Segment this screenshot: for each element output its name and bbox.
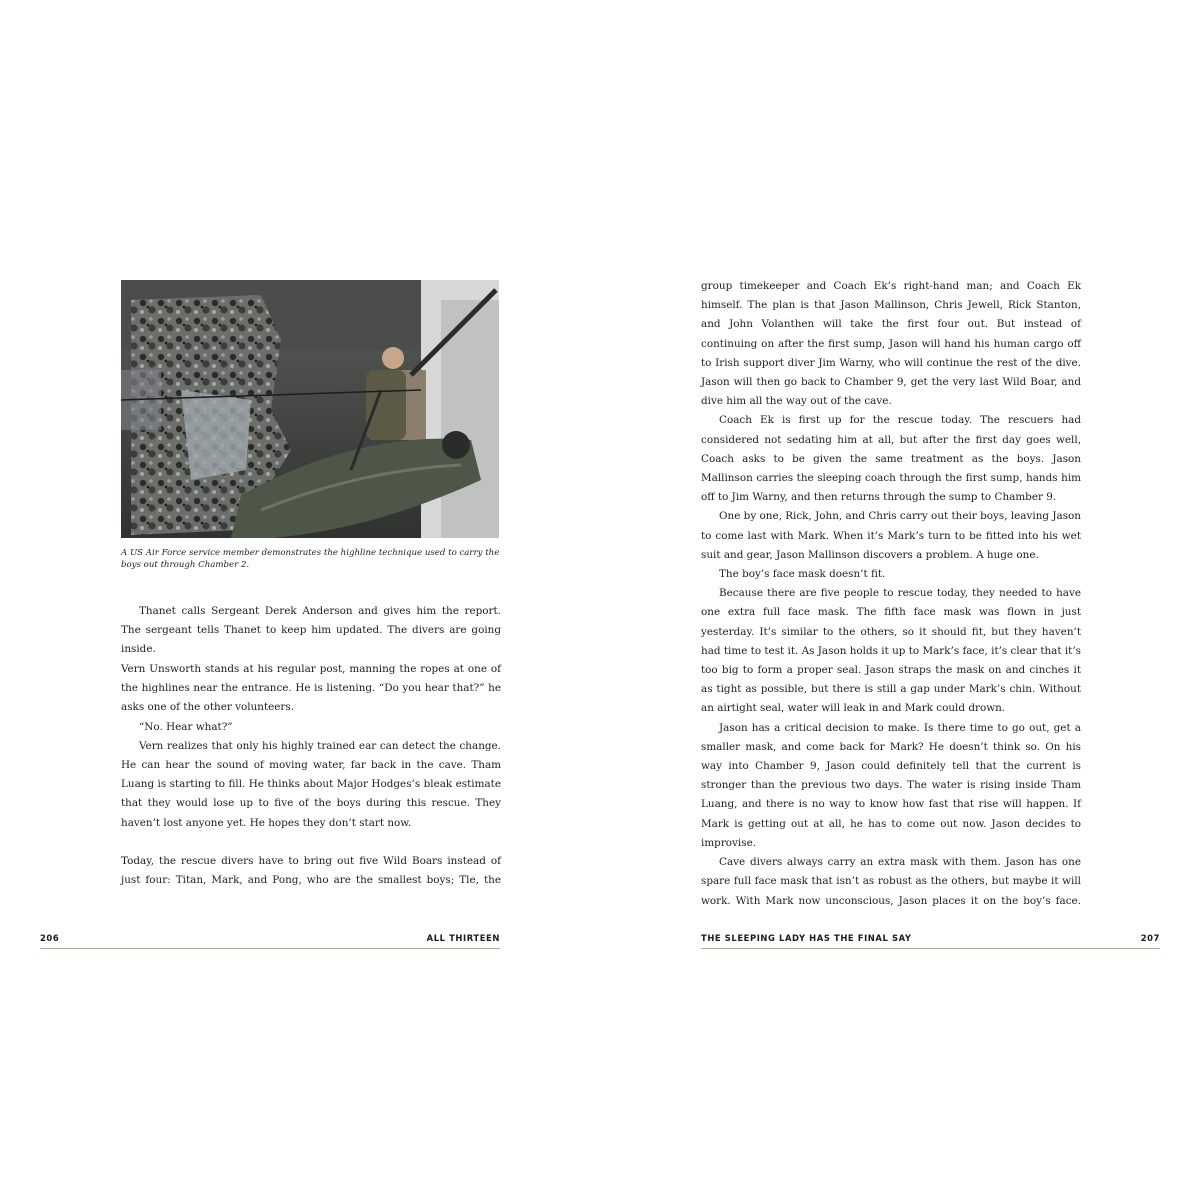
rescue-photo	[121, 280, 499, 538]
paragraph: Vern Unsworth stands at his regular post, manning the ropes at one of the highlines near the entrance. He is listening. “Do you hear that?” he asks one of the other volunteers.	[121, 663, 501, 714]
right-body	[701, 277, 1081, 911]
right-page	[600, 0, 1200, 1200]
left-body-3	[121, 852, 501, 890]
left-body-1	[121, 602, 501, 660]
page-number: 207	[1140, 933, 1160, 943]
paragraph: Coach Ek is first up for the rescue today. The rescuers had considered not sedating him at all, but after the first day goes well, Coach asks to be given the same treatment as the boys. Jason Mallinson carries the sleeping coach through the first sump, hands him off to Jim Warny, and then returns through the sump to Chamber 9.	[701, 414, 1081, 504]
highline-demonstration-image	[121, 280, 499, 538]
paragraph: Today, the rescue divers have to bring out five Wild Boars instead of just four: Titan, Mark, and Pong, who are the smallest boys; Tle, the	[121, 855, 501, 887]
paragraph: Cave divers always carry an extra mask with them. Jason has one spare full face mask that isn’t as robust as the others, but maybe it will work. With Mark now unconscious, Jason places it on the boy’s face.	[701, 856, 1081, 907]
paragraph: Vern realizes that only his highly trained ear can detect the change. He can hear the sound of moving water, far back in the cave. Tham Luang is starting to fill. He thinks about Major Hodges’s bleak estimate that they would lose up to five of the boys during this rescue. They haven’t lost anyone yet. He hopes they don’t start now.	[121, 739, 501, 829]
photo-caption: A US Air Force service member demonstrates the highline technique used to carry the boys out through Chamber 2.	[121, 548, 500, 570]
paragraph: Thanet calls Sergeant Derek Anderson and gives him the report. The sergeant tells Thanet to keep him updated. The divers are going inside.	[121, 605, 501, 656]
paragraph: group timekeeper and Coach Ek’s right-hand man; and Coach Ek himself. The plan is that Jason Mallinson, Chris Jewell, Rick Stanton, and John Volanthen will take the first four out. But instead of continuing on after the first sump, Jason will hand his human cargo off to Irish support diver Jim Warny, who will continue the rest of the dive. Jason will then go back to Chamber 9, get the very last Wild Boar, and dive him all the way out of the cave.	[701, 280, 1081, 408]
footer-rule	[701, 948, 1160, 949]
paragraph: One by one, Rick, John, and Chris carry out their boys, leaving Jason to come last with Mark. When it’s Mark’s turn to be fitted into his wet suit and gear, Jason Mallinson discovers a problem. A huge one.	[701, 510, 1081, 561]
running-head: ALL THIRTEEN	[426, 933, 500, 943]
footer-rule	[40, 948, 500, 949]
paragraph: Because there are five people to rescue today, they needed to have one extra full face mask. The fifth face mask was flown in just yesterday. It’s similar to the others, so it should fit, but they haven’t had time to test it. As Jason holds it up to Mark’s face, it’s clear that it’s too big to form a proper seal. Jason straps the mask on and cinches it as tight as possible, but there is still a gap under Mark’s chin. Without an airtight seal, water will leak in and Mark could drown.	[701, 587, 1081, 715]
paragraph: Jason has a critical decision to make. Is there time to go out, get a smaller mask, and come back for Mark? He doesn’t think so. On his way into Chamber 9, Jason could definitely tell that the current is stronger than the previous two days. The water is rising inside Tham Luang, and there is no way to know how fast that rise will happen. If Mark is getting out at all, he has to come out now. Jason decides to improvise.	[701, 721, 1081, 849]
running-head: THE SLEEPING LADY HAS THE FINAL SAY	[701, 933, 912, 943]
paragraph: “No. Hear what?”	[139, 720, 233, 733]
paragraph: The boy’s face mask doesn’t fit.	[719, 568, 886, 581]
left-body-2	[121, 660, 501, 833]
page-number: 206	[40, 933, 60, 943]
